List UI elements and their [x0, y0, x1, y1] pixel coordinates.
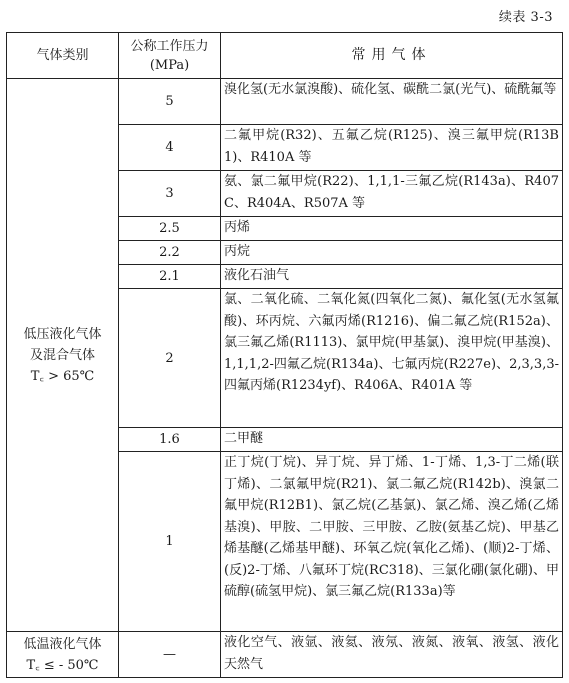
- table-row: [7, 632, 563, 678]
- gases-cell: 氯、二氧化硫、二氧化氮(四氧化二氮)、氟化氢(无水氢氟酸)、环丙烷、六氟丙烯(R1216)、偏二氟乙烷(R152a)、氯三氟乙烯(R1113)、氯甲烷(甲基氯)、溴甲烷(甲基溴)、1,1,1,2-四氟乙烷(R134a)、七氟丙烷(R227e)、2,3,3,3-四氟丙烯(R1234yf)、R406A、R401A 等: [221, 289, 563, 428]
- header-pressure-line1: 公称工作压力: [130, 38, 209, 54]
- header-row: [7, 33, 563, 79]
- pressure-cell: 1.6: [119, 428, 221, 452]
- header-category: 气体类别: [7, 33, 119, 79]
- table-caption: 续表 3-3: [498, 10, 553, 25]
- category-line: 低压液化气体: [23, 326, 102, 342]
- gas-table: [6, 32, 563, 678]
- category-low-temperature: [7, 632, 119, 678]
- pressure-cell: 2.2: [119, 241, 221, 265]
- header-pressure: [119, 33, 221, 79]
- gases-cell: 丙烯: [221, 217, 563, 241]
- category-line: T꜀ ≤ - 50℃: [26, 657, 99, 673]
- gases-cell: 二甲醚: [221, 428, 563, 452]
- category-line: 低温液化气体: [23, 636, 102, 652]
- gases-cell: 氨、氯二氟甲烷(R22)、1,1,1-三氟乙烷(R143a)、R407C、R404A、R507A 等: [221, 171, 563, 217]
- gases-cell: 正丁烷(丁烷)、异丁烷、异丁烯、1-丁烯、1,3-丁二烯(联丁烯)、二氯氟甲烷(R21)、氯二氟乙烷(R142b)、溴氯二氟甲烷(R12B1)、氯乙烷(乙基氯)、氯乙烯、溴乙烯(乙烯基溴)、甲胺、二甲胺、三甲胺、乙胺(氨基乙烷)、甲基乙烯基醚(乙烯基甲醚)、环氧乙烷(氧化乙烯)、(顺)2-丁烯、(反)2-丁烯、八氟环丁烷(RC318)、三氯化硼(氯化硼)、甲硫醇(硫氢甲烷)、氯三氟乙烷(R133a)等: [221, 452, 563, 632]
- pressure-cell: —: [119, 632, 221, 678]
- pressure-cell: 3: [119, 171, 221, 217]
- gases-cell: 二氟甲烷(R32)、五氟乙烷(R125)、溴三氟甲烷(R13B1)、R410A 等: [221, 125, 563, 171]
- pressure-cell: 5: [119, 79, 221, 125]
- gases-cell: 液化空气、液氩、液氦、液氖、液氮、液氧、液氢、液化天然气: [221, 632, 563, 678]
- gases-cell: 溴化氢(无水氯溴酸)、硫化氢、碳酰二氯(光气)、硫酰氟等: [221, 79, 563, 125]
- gases-cell: 丙烷: [221, 241, 563, 265]
- gases-cell: 液化石油气: [221, 265, 563, 289]
- pressure-cell: 1: [119, 452, 221, 632]
- header-pressure-line2: (MPa): [149, 57, 190, 73]
- pressure-cell: 4: [119, 125, 221, 171]
- category-line: 及混合气体: [29, 347, 95, 363]
- pressure-cell: 2.1: [119, 265, 221, 289]
- pressure-cell: 2.5: [119, 217, 221, 241]
- header-gases: 常用气体: [221, 33, 563, 79]
- category-line: T꜀ > 65℃: [30, 368, 95, 384]
- table-row: [7, 79, 563, 125]
- category-low-pressure: [7, 79, 119, 632]
- pressure-cell: 2: [119, 289, 221, 428]
